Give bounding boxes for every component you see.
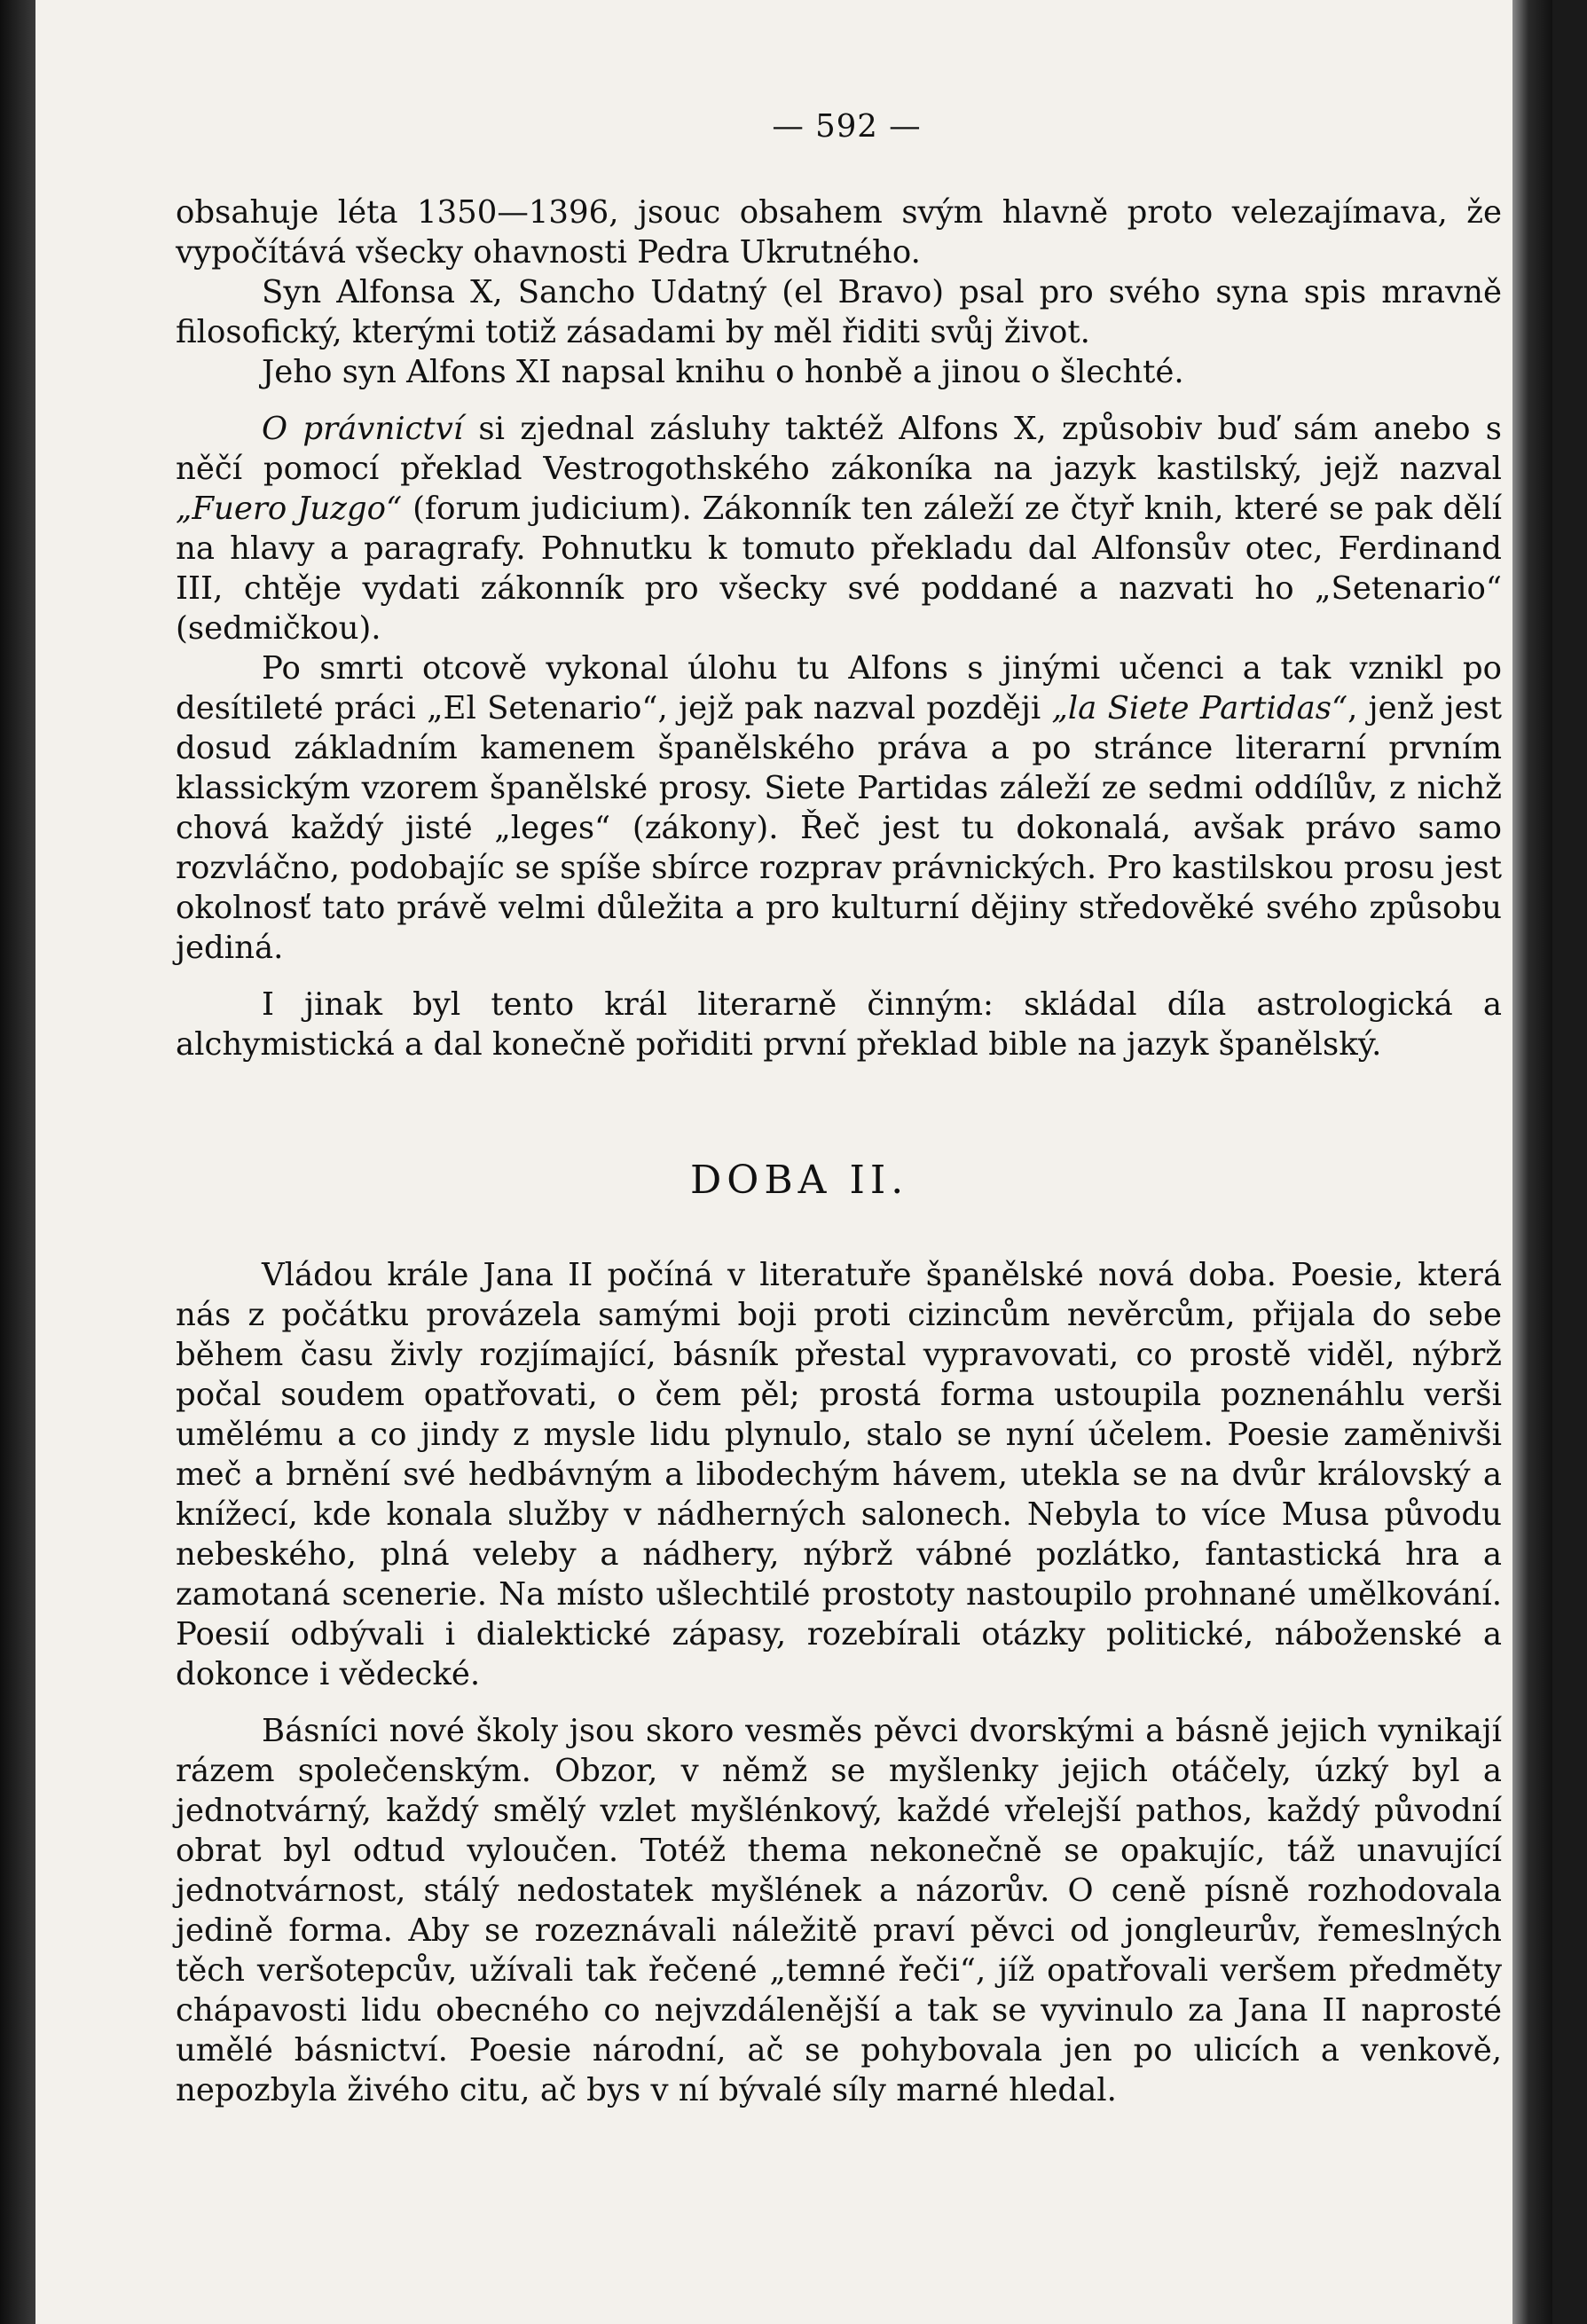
scan-left-edge [0, 0, 35, 2324]
book-page [35, 0, 1552, 2324]
page-text [176, 106, 1502, 2110]
paragraph-3: Jeho syn Alfons XI napsal knihu o honbě a jinou o šlechté. [262, 354, 1184, 390]
siete-partidas-title: „la Siete Partidas“ [1051, 690, 1348, 726]
law-lead-italic: O právnictví [262, 411, 464, 447]
section-heading: DOBA II. [690, 1158, 909, 1203]
paragraph-1: obsahuje léta 1350—1396, jsouc obsahem svým hlavně proto velezajímava, že vypočítává všecky ohavnosti Pedra Ukrutného. [176, 194, 1502, 271]
law-part1: si zjednal zásluhy taktéž Alfons X, způsobiv buď sám anebo s něčí pomocí překlad Vestrogothského zákoníka na jazyk kastilský, jejž nazval [176, 411, 1502, 487]
page-number: — 592 — [772, 108, 922, 145]
partidas-part1: Po smrti otcově vykonal úlohu tu Alfons s jinými učenci a tak vznikl po desítileté práci „El Setenario“, jejž pak nazval později [176, 650, 1502, 726]
scan-right-edge [1512, 0, 1552, 2324]
law-part2: (forum judicium). Zákonník ten záleží ze čtyř knih, které se pak dělí na hlavy a paragrafy. Pohnutku k tomuto překladu dal Alfonsův otec, Ferdinand III, chtěje vydati zákonník pro všecky své poddané a nazvati ho „Setenario“ (sedmičkou). [176, 491, 1502, 647]
fuero-juzgo-title: „Fuero Juzgo“ [176, 491, 403, 527]
paragraph-doba-1: Vládou krále Jana II počíná v literatuře španělské nová doba. Poesie, která nás z počátku provázela samými boji proti cizincům nevěrcům, přijala do sebe během času živly rozjímající, básník přestal vypravovati, co prostě viděl, nýbrž počal soudem opatřovati, o čem pěl; prostá forma ustoupila poznenáhlu verši umělému a co jindy z mysle lidu plynulo, stalo se nyní účelem. Poesie zaměnivši meč a brnění své hedbávným a libodechým hávem, utekla se na dvůr královský a knížecí, kde konala služby v nádherných salonech. Nebyla to více Musa původu nebeského, plná veleby a nádhery, nýbrž vábné pozlátko, fantastická hra a zamotaná scenerie. Na místo ušlechtilé prostoty nastoupilo prohnané umělkování. Poesií odbývali i dialektické zápasy, rozebírali otázky politické, náboženské a dokonce i vědecké. [176, 1257, 1502, 1692]
paragraph-other-works: I jinak byl tento král literarně činným: skládal díla astrologická a alchymistická a dal konečně pořiditi první překlad bible na jazyk španělský. [176, 986, 1502, 1063]
paragraph-2: Syn Alfonsa X, Sancho Udatný (el Bravo) psal pro svého syna spis mravně filosofický, kterými totiž zásadami by měl řiditi svůj život. [176, 274, 1502, 350]
paragraph-doba-2: Básníci nové školy jsou skoro vesměs pěvci dvorskými a básně jejich vynikají rázem společenským. Obzor, v němž se myšlenky jejich otáčely, úzký byl a jednotvárný, každý smělý vzlet myšlénkový, každé vřelejší pathos, každý původní obrat byl odtud vyloučen. Totéž thema nekonečně se opakujíc, táž unavující jednotvárnost, stálý nedostatek myšlének a názorův. O ceně písně rozhodovala jedině forma. Aby se rozeznávali náležitě praví pěvci od jongleurův, řemeslných těch veršotepcův, užívali tak řečené „temné řeči“, jíž opatřovali veršem předměty chápavosti lidu obecného co nejvzdálenější a tak se vyvinulo za Jana II naprosté umělé básnictví. Poesie národní, ač se pohybovala jen po ulicích a venkově, nepozbyla živého citu, ač bys v ní bývalé síly marné hledal. [176, 1713, 1502, 2108]
paragraph-law [176, 409, 1502, 648]
partidas-part2: , jenž jest dosud základním kamenem španělského práva a po stránce literarní prvním klassickým vzorem španělské prosy. Siete Partidas záleží ze sedmi oddílův, z nichž chová každý jisté „leges“ (zákony). Řeč jest tu dokonalá, avšak právo samo rozvláčno, podobajíc se spíše sbírce rozprav právnických. Pro kastilskou prosu jest okolnosť tato právě velmi důležita a pro kulturní dějiny středověké svého způsobu jediná. [176, 690, 1502, 966]
paragraph-partidas [176, 648, 1502, 968]
